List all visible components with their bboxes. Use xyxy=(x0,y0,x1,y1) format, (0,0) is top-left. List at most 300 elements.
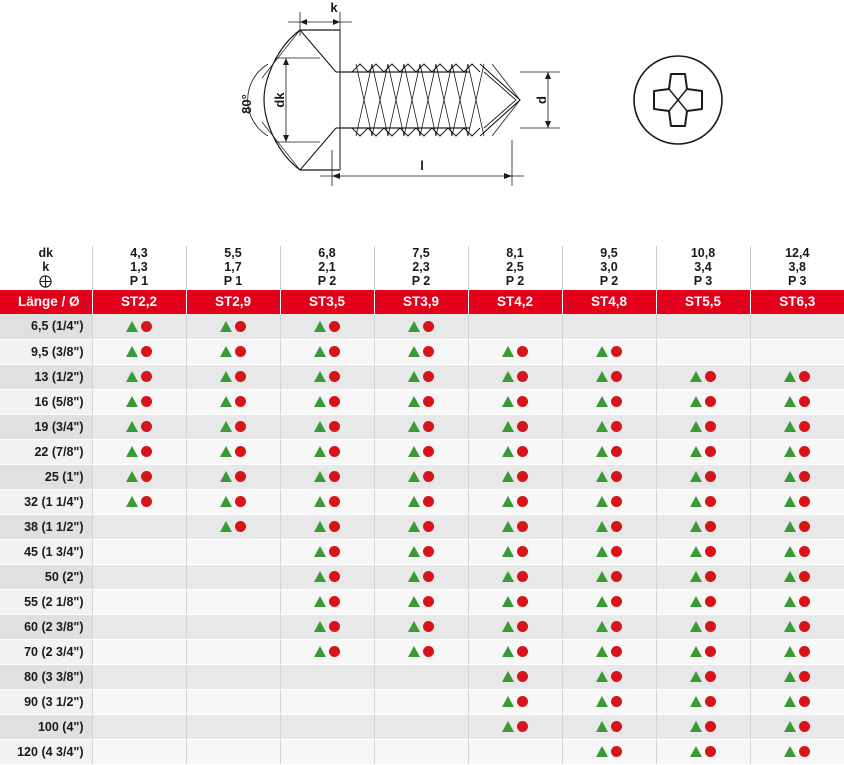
red-circle-icon xyxy=(611,521,622,532)
green-triangle-icon xyxy=(408,346,420,357)
availability-cell xyxy=(468,664,562,689)
row-label-length: 120 (4 3/4") xyxy=(0,739,92,764)
label-d: d xyxy=(534,96,549,104)
availability-marks xyxy=(408,314,434,339)
availability-cell xyxy=(750,689,844,714)
red-circle-icon xyxy=(329,621,340,632)
green-triangle-icon xyxy=(784,721,796,732)
availability-marks xyxy=(220,440,246,464)
red-circle-icon xyxy=(799,746,810,757)
green-triangle-icon xyxy=(314,596,326,607)
column-header-1: ST2,9 xyxy=(186,290,280,314)
red-circle-icon xyxy=(611,596,622,607)
availability-marks xyxy=(690,690,716,714)
red-circle-icon xyxy=(141,371,152,382)
red-circle-icon xyxy=(517,621,528,632)
availability-marks xyxy=(408,490,434,514)
availability-marks xyxy=(126,314,152,339)
availability-cell xyxy=(186,614,280,639)
availability-cell xyxy=(750,589,844,614)
green-triangle-icon xyxy=(596,646,608,657)
dk-value-2: 6,8 xyxy=(280,246,374,260)
row-label-length: 16 (5/8") xyxy=(0,389,92,414)
green-triangle-icon xyxy=(690,746,702,757)
availability-marks xyxy=(314,615,340,639)
availability-marks xyxy=(314,590,340,614)
availability-cell xyxy=(92,589,186,614)
red-circle-icon xyxy=(611,671,622,682)
availability-cell xyxy=(656,639,750,664)
green-triangle-icon xyxy=(784,496,796,507)
availability-cell xyxy=(468,489,562,514)
green-triangle-icon xyxy=(784,546,796,557)
availability-marks xyxy=(690,740,716,764)
availability-cell xyxy=(186,364,280,389)
availability-cell xyxy=(562,414,656,439)
availability-cell xyxy=(562,639,656,664)
red-circle-icon xyxy=(517,546,528,557)
header-label-k: k xyxy=(42,260,50,274)
availability-cell xyxy=(468,439,562,464)
availability-marks xyxy=(596,440,622,464)
availability-cell xyxy=(92,489,186,514)
availability-cell xyxy=(562,339,656,364)
availability-cell xyxy=(468,614,562,639)
red-circle-icon xyxy=(705,671,716,682)
availability-marks xyxy=(784,490,810,514)
red-circle-icon xyxy=(517,471,528,482)
availability-cell xyxy=(468,514,562,539)
red-circle-icon xyxy=(517,721,528,732)
availability-cell xyxy=(374,489,468,514)
row-label-length: 100 (4") xyxy=(0,714,92,739)
availability-cell xyxy=(280,614,374,639)
red-circle-icon xyxy=(329,646,340,657)
availability-cell xyxy=(750,464,844,489)
availability-marks xyxy=(596,740,622,764)
availability-cell xyxy=(468,414,562,439)
specification-table xyxy=(0,246,828,765)
availability-cell xyxy=(656,589,750,614)
availability-marks xyxy=(690,565,716,589)
availability-cell xyxy=(186,589,280,614)
availability-cell xyxy=(186,439,280,464)
availability-marks xyxy=(596,365,622,389)
availability-marks xyxy=(784,665,810,689)
recess-value-5: P 2 xyxy=(562,274,656,290)
red-circle-icon xyxy=(517,446,528,457)
availability-cell xyxy=(656,714,750,739)
row-label-length: 80 (3 3/8") xyxy=(0,664,92,689)
row-label-length: 55 (2 1/8") xyxy=(0,589,92,614)
red-circle-icon xyxy=(799,396,810,407)
availability-marks xyxy=(596,340,622,364)
row-label-length: 32 (1 1/4") xyxy=(0,489,92,514)
red-circle-icon xyxy=(423,321,434,332)
table-row xyxy=(0,689,844,714)
availability-cell xyxy=(280,664,374,689)
red-circle-icon xyxy=(799,621,810,632)
availability-marks xyxy=(220,515,246,539)
green-triangle-icon xyxy=(502,471,514,482)
availability-cell xyxy=(92,639,186,664)
green-triangle-icon xyxy=(784,521,796,532)
red-circle-icon xyxy=(705,571,716,582)
availability-cell xyxy=(280,714,374,739)
availability-cell xyxy=(280,464,374,489)
table-row xyxy=(0,539,844,564)
red-circle-icon xyxy=(329,546,340,557)
green-triangle-icon xyxy=(690,371,702,382)
green-triangle-icon xyxy=(596,471,608,482)
availability-marks xyxy=(596,690,622,714)
table-row xyxy=(0,739,844,764)
green-triangle-icon xyxy=(314,621,326,632)
k-value-3: 2,3 xyxy=(374,260,468,274)
availability-marks xyxy=(502,615,528,639)
availability-marks xyxy=(596,465,622,489)
availability-marks xyxy=(408,565,434,589)
availability-cell xyxy=(468,739,562,764)
availability-cell xyxy=(374,564,468,589)
red-circle-icon xyxy=(423,371,434,382)
availability-cell xyxy=(186,639,280,664)
row-label-length: 19 (3/4") xyxy=(0,414,92,439)
green-triangle-icon xyxy=(126,421,138,432)
red-circle-icon xyxy=(235,321,246,332)
availability-cell xyxy=(374,364,468,389)
green-triangle-icon xyxy=(126,496,138,507)
availability-marks xyxy=(690,390,716,414)
availability-cell xyxy=(186,489,280,514)
red-circle-icon xyxy=(235,496,246,507)
availability-cell xyxy=(186,389,280,414)
green-triangle-icon xyxy=(502,646,514,657)
red-circle-icon xyxy=(517,396,528,407)
green-triangle-icon xyxy=(690,621,702,632)
recess-value-6: P 3 xyxy=(656,274,750,290)
green-triangle-icon xyxy=(502,446,514,457)
red-circle-icon xyxy=(517,571,528,582)
availability-cell xyxy=(468,564,562,589)
header-row-dk xyxy=(0,246,844,260)
table-row xyxy=(0,364,844,389)
availability-marks xyxy=(690,665,716,689)
recess-value-4: P 2 xyxy=(468,274,562,290)
red-circle-icon xyxy=(423,446,434,457)
red-circle-icon xyxy=(423,596,434,607)
red-circle-icon xyxy=(705,496,716,507)
availability-cell xyxy=(374,639,468,664)
red-circle-icon xyxy=(799,571,810,582)
availability-cell xyxy=(280,539,374,564)
green-triangle-icon xyxy=(502,396,514,407)
green-triangle-icon xyxy=(314,346,326,357)
green-triangle-icon xyxy=(690,696,702,707)
header-row-recess xyxy=(0,274,844,290)
red-circle-icon xyxy=(235,521,246,532)
red-circle-icon xyxy=(611,421,622,432)
red-circle-icon xyxy=(705,621,716,632)
availability-cell xyxy=(374,689,468,714)
green-triangle-icon xyxy=(126,446,138,457)
green-triangle-icon xyxy=(314,571,326,582)
availability-cell xyxy=(562,614,656,639)
availability-cell xyxy=(280,364,374,389)
red-circle-icon xyxy=(423,571,434,582)
red-circle-icon xyxy=(799,721,810,732)
green-triangle-icon xyxy=(408,596,420,607)
red-circle-icon xyxy=(423,521,434,532)
availability-cell xyxy=(374,714,468,739)
availability-marks xyxy=(502,690,528,714)
red-circle-icon xyxy=(611,496,622,507)
availability-marks xyxy=(784,390,810,414)
availability-cell xyxy=(750,714,844,739)
availability-cell xyxy=(562,739,656,764)
availability-cell xyxy=(468,339,562,364)
table-body xyxy=(0,314,844,764)
availability-cell xyxy=(562,564,656,589)
red-circle-icon xyxy=(517,371,528,382)
red-circle-icon xyxy=(329,596,340,607)
green-triangle-icon xyxy=(314,496,326,507)
green-triangle-icon xyxy=(784,696,796,707)
red-circle-icon xyxy=(423,496,434,507)
availability-cell xyxy=(656,414,750,439)
availability-marks xyxy=(502,490,528,514)
red-circle-icon xyxy=(423,621,434,632)
availability-cell xyxy=(374,389,468,414)
availability-marks xyxy=(408,540,434,564)
green-triangle-icon xyxy=(408,546,420,557)
availability-cell xyxy=(92,339,186,364)
red-circle-icon xyxy=(799,546,810,557)
green-triangle-icon xyxy=(314,521,326,532)
availability-cell xyxy=(92,314,186,339)
availability-marks xyxy=(596,490,622,514)
availability-cell xyxy=(750,339,844,364)
table-row xyxy=(0,664,844,689)
red-circle-icon xyxy=(517,671,528,682)
table-row xyxy=(0,639,844,664)
green-triangle-icon xyxy=(502,371,514,382)
red-circle-icon xyxy=(235,346,246,357)
red-circle-icon xyxy=(611,546,622,557)
availability-cell xyxy=(280,514,374,539)
availability-marks xyxy=(408,640,434,664)
availability-cell xyxy=(468,714,562,739)
table-row xyxy=(0,439,844,464)
availability-marks xyxy=(690,440,716,464)
availability-cell xyxy=(468,364,562,389)
green-triangle-icon xyxy=(784,371,796,382)
green-triangle-icon xyxy=(408,421,420,432)
red-circle-icon xyxy=(705,471,716,482)
red-circle-icon xyxy=(705,546,716,557)
row-label-length: 50 (2") xyxy=(0,564,92,589)
availability-marks xyxy=(596,590,622,614)
red-circle-icon xyxy=(141,396,152,407)
availability-marks xyxy=(502,715,528,739)
red-circle-icon xyxy=(611,396,622,407)
dk-value-6: 10,8 xyxy=(656,246,750,260)
green-triangle-icon xyxy=(784,446,796,457)
availability-marks xyxy=(408,465,434,489)
availability-cell xyxy=(374,439,468,464)
red-circle-icon xyxy=(423,546,434,557)
red-circle-icon xyxy=(705,521,716,532)
red-circle-icon xyxy=(423,421,434,432)
availability-cell xyxy=(374,339,468,364)
row-label-length: 90 (3 1/2") xyxy=(0,689,92,714)
availability-cell xyxy=(280,739,374,764)
availability-cell xyxy=(186,564,280,589)
table-row xyxy=(0,389,844,414)
availability-cell xyxy=(750,414,844,439)
green-triangle-icon xyxy=(596,496,608,507)
table-row xyxy=(0,514,844,539)
availability-marks xyxy=(502,465,528,489)
table-header-band xyxy=(0,290,844,314)
red-circle-icon xyxy=(141,496,152,507)
availability-marks xyxy=(314,565,340,589)
availability-cell xyxy=(468,314,562,339)
availability-marks xyxy=(314,640,340,664)
green-triangle-icon xyxy=(690,571,702,582)
green-triangle-icon xyxy=(314,546,326,557)
availability-marks xyxy=(314,440,340,464)
red-circle-icon xyxy=(705,596,716,607)
green-triangle-icon xyxy=(784,646,796,657)
green-triangle-icon xyxy=(784,421,796,432)
row-label-length: 13 (1/2") xyxy=(0,364,92,389)
table-row xyxy=(0,589,844,614)
green-triangle-icon xyxy=(502,346,514,357)
availability-marks xyxy=(596,515,622,539)
availability-cell xyxy=(186,339,280,364)
availability-cell xyxy=(562,714,656,739)
green-triangle-icon xyxy=(314,396,326,407)
red-circle-icon xyxy=(611,471,622,482)
green-triangle-icon xyxy=(502,521,514,532)
availability-marks xyxy=(596,390,622,414)
availability-cell xyxy=(656,739,750,764)
availability-marks xyxy=(408,440,434,464)
availability-marks xyxy=(502,565,528,589)
red-circle-icon xyxy=(611,646,622,657)
availability-marks xyxy=(784,440,810,464)
green-triangle-icon xyxy=(690,721,702,732)
red-circle-icon xyxy=(799,421,810,432)
availability-cell xyxy=(92,539,186,564)
green-triangle-icon xyxy=(596,696,608,707)
availability-marks xyxy=(408,590,434,614)
green-triangle-icon xyxy=(314,646,326,657)
label-dk: dk xyxy=(272,92,287,108)
red-circle-icon xyxy=(799,671,810,682)
red-circle-icon xyxy=(423,471,434,482)
green-triangle-icon xyxy=(408,621,420,632)
availability-cell xyxy=(280,489,374,514)
green-triangle-icon xyxy=(126,346,138,357)
availability-marks xyxy=(314,390,340,414)
availability-marks xyxy=(784,615,810,639)
header-label-dk: dk xyxy=(38,246,54,260)
green-triangle-icon xyxy=(314,371,326,382)
red-circle-icon xyxy=(611,446,622,457)
red-circle-icon xyxy=(329,471,340,482)
green-triangle-icon xyxy=(784,671,796,682)
availability-marks xyxy=(690,515,716,539)
table-row xyxy=(0,564,844,589)
availability-cell xyxy=(656,439,750,464)
availability-marks xyxy=(596,540,622,564)
green-triangle-icon xyxy=(408,496,420,507)
dk-value-1: 5,5 xyxy=(186,246,280,260)
cross-recess-icon xyxy=(0,274,92,290)
availability-cell xyxy=(92,364,186,389)
k-value-2: 2,1 xyxy=(280,260,374,274)
availability-marks xyxy=(784,690,810,714)
availability-marks xyxy=(502,440,528,464)
green-triangle-icon xyxy=(502,621,514,632)
red-circle-icon xyxy=(611,346,622,357)
green-triangle-icon xyxy=(596,621,608,632)
row-label-length: 38 (1 1/2") xyxy=(0,514,92,539)
label-l: l xyxy=(420,158,424,173)
availability-cell xyxy=(92,614,186,639)
column-header-0: ST2,2 xyxy=(92,290,186,314)
availability-cell xyxy=(186,539,280,564)
green-triangle-icon xyxy=(596,371,608,382)
red-circle-icon xyxy=(705,421,716,432)
green-triangle-icon xyxy=(314,446,326,457)
column-header-4: ST4,2 xyxy=(468,290,562,314)
availability-marks xyxy=(784,715,810,739)
green-triangle-icon xyxy=(690,646,702,657)
availability-cell xyxy=(468,539,562,564)
recess-value-7: P 3 xyxy=(750,274,844,290)
green-triangle-icon xyxy=(690,396,702,407)
availability-marks xyxy=(690,465,716,489)
red-circle-icon xyxy=(141,421,152,432)
availability-cell xyxy=(280,414,374,439)
table-row xyxy=(0,489,844,514)
table-row xyxy=(0,414,844,439)
red-circle-icon xyxy=(235,471,246,482)
red-circle-icon xyxy=(329,446,340,457)
green-triangle-icon xyxy=(502,696,514,707)
green-triangle-icon xyxy=(784,396,796,407)
green-triangle-icon xyxy=(784,746,796,757)
availability-cell xyxy=(186,714,280,739)
availability-cell xyxy=(92,664,186,689)
availability-marks xyxy=(502,415,528,439)
k-value-1: 1,7 xyxy=(186,260,280,274)
availability-cell xyxy=(656,564,750,589)
red-circle-icon xyxy=(329,521,340,532)
availability-cell xyxy=(92,464,186,489)
availability-cell xyxy=(750,514,844,539)
availability-marks xyxy=(126,490,152,514)
green-triangle-icon xyxy=(220,396,232,407)
availability-marks xyxy=(784,515,810,539)
red-circle-icon xyxy=(423,646,434,657)
availability-marks xyxy=(596,615,622,639)
dk-value-5: 9,5 xyxy=(562,246,656,260)
availability-cell xyxy=(92,689,186,714)
